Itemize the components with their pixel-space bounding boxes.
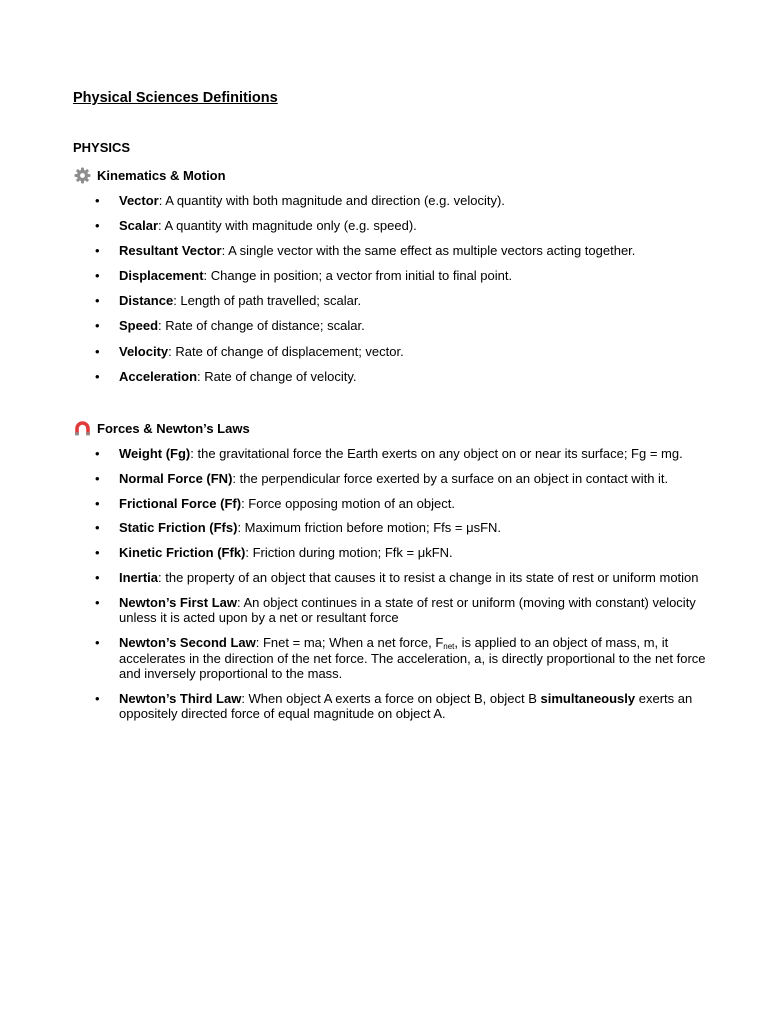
term: Displacement — [119, 268, 204, 284]
list-item — [0, 595, 768, 626]
list-item — [0, 318, 768, 334]
list-item — [0, 293, 768, 309]
definition-part: : Fnet = ma; When a net force, F — [255, 635, 444, 651]
definition: : Change in position; a vector from initial to final point. — [203, 268, 513, 284]
emphasis: simultaneously — [540, 690, 636, 706]
term: Newton’s Second Law — [119, 635, 256, 651]
subheading-forces — [74, 420, 250, 437]
subscript: net — [443, 642, 455, 652]
term: Newton’s First Law — [119, 594, 237, 610]
definition: : Friction during motion; Ffk = μkFN. — [245, 545, 453, 561]
forces-definition-list — [0, 446, 768, 731]
term: Inertia — [119, 569, 159, 585]
term: Acceleration — [119, 368, 198, 384]
term: Distance — [119, 293, 174, 309]
subheading-kinematics — [74, 167, 226, 184]
gear-icon — [74, 167, 91, 184]
list-item — [0, 691, 768, 722]
term: Resultant Vector — [119, 243, 222, 259]
definition: : An object continues in a state of rest or uniform (moving with constant) velocity unless it is acted upon by a net or resultant force — [119, 594, 696, 626]
term: Frictional Force (Ff) — [119, 495, 242, 511]
document-title: Physical Sciences Definitions — [73, 90, 278, 106]
list-item — [0, 471, 768, 487]
term: Normal Force (FN) — [119, 470, 233, 486]
term: Velocity — [119, 343, 169, 359]
definition: : the gravitational force the Earth exerts on any object on or near its surface; Fg = mg. — [190, 446, 683, 461]
list-item — [0, 268, 768, 284]
section-heading-physics: PHYSICS — [73, 140, 131, 155]
term: Speed — [119, 318, 159, 334]
definition: : A quantity with both magnitude and direction (e.g. velocity). — [158, 193, 505, 208]
magnet-icon — [74, 420, 91, 437]
definition: : Length of path travelled; scalar. — [173, 293, 362, 309]
definition: : the perpendicular force exerted by a surface on an object in contact with it. — [232, 470, 669, 486]
list-item — [0, 496, 768, 512]
definition: : Force opposing motion of an object. — [241, 495, 455, 511]
definition: : Rate of change of displacement; vector. — [168, 343, 404, 359]
subheading-kinematics-label: Kinematics & Motion — [97, 168, 226, 183]
definition: : Maximum friction before motion; Ffs = μsFN. — [237, 520, 502, 536]
term: Weight (Fg) — [119, 446, 191, 461]
subheading-forces-label: Forces & Newton’s Laws — [97, 421, 250, 436]
list-item — [0, 545, 768, 561]
definition-part: : When object A exerts a force on object B, object B — [241, 690, 541, 706]
term: Static Friction (Ffs) — [119, 520, 238, 536]
definition-part: exerts an oppositely directed force of equal magnitude on object A. — [119, 690, 693, 722]
list-item — [0, 635, 768, 682]
definition: : the property of an object that causes it to resist a change in its state of rest or uniform motion — [158, 569, 699, 585]
list-item — [0, 570, 768, 586]
definition: : Rate of change of velocity. — [197, 368, 357, 384]
list-item — [0, 520, 768, 536]
list-item — [0, 446, 768, 462]
term: Kinetic Friction (Ffk) — [119, 545, 246, 561]
list-item — [0, 218, 768, 234]
definition: : A single vector with the same effect as multiple vectors acting together. — [221, 243, 636, 259]
definition: : A quantity with magnitude only (e.g. speed). — [158, 218, 417, 234]
kinematics-definition-list — [0, 193, 768, 394]
term: Vector — [119, 193, 159, 208]
list-item — [0, 193, 768, 209]
term: Newton’s Third Law — [119, 690, 242, 706]
list-item — [0, 344, 768, 360]
list-item — [0, 369, 768, 385]
list-item — [0, 243, 768, 259]
term: Scalar — [119, 218, 159, 234]
definition-part: , is applied to an object of mass, m, it accelerates in the direction of the net force. The acceleration, a, is directly proportional to the net force and inversely proportional to the mass. — [119, 635, 706, 682]
definition: : Rate of change of distance; scalar. — [158, 318, 365, 334]
